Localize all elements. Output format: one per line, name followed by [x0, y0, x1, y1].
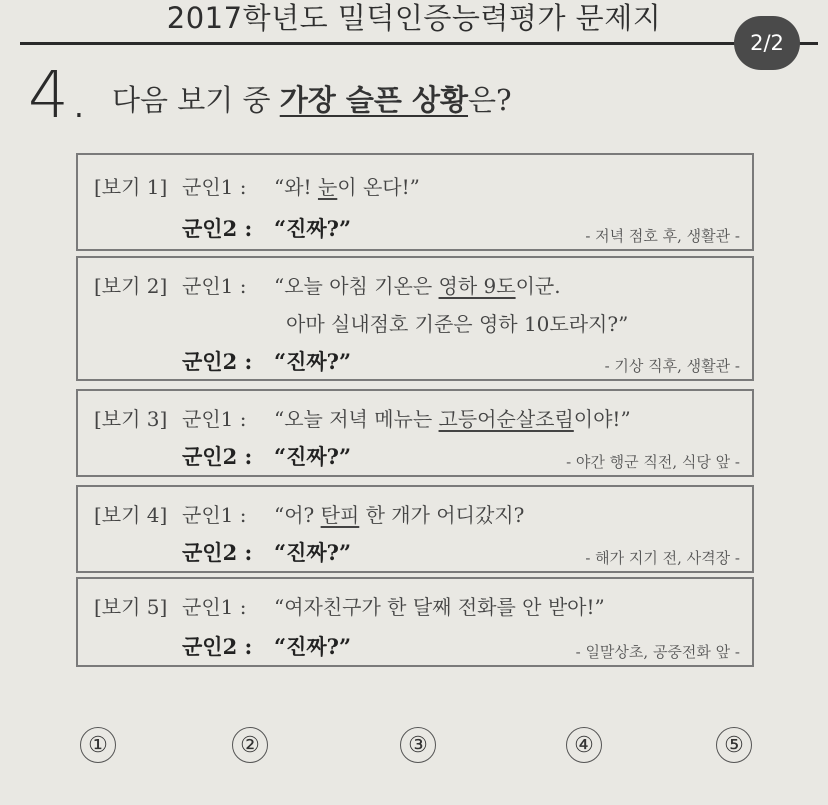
speaker-1-line-continued: 아마 실내점호 기준은 영하 10도라지?” [286, 312, 629, 336]
question-emphasis: 가장 슬픈 상황 [279, 83, 469, 117]
quote-underlined-text: 눈 [317, 175, 338, 199]
quote-text: 이군. [515, 274, 561, 298]
speaker-2: 군인2 : [182, 634, 253, 659]
situation-context: - 해가 지기 전, 사격장 - [585, 549, 740, 567]
page-indicator-badge: 2/2 [734, 16, 800, 70]
answer-choice-2[interactable]: ② [232, 727, 268, 763]
question-text [112, 78, 512, 119]
option-tag: [보기 1] [94, 175, 168, 199]
answer-choice-3[interactable]: ③ [400, 727, 436, 763]
quote-text: “오늘 아침 기온은 [274, 274, 439, 298]
speaker-1: 군인1 : [182, 503, 247, 527]
header-divider [20, 42, 818, 45]
quote-text: “오늘 저녁 메뉴는 [274, 407, 439, 431]
quote-text: 이야!” [573, 407, 631, 431]
question-prefix: 다음 보기 중 [112, 83, 280, 117]
option-box-5 [76, 577, 754, 667]
option-box-4 [76, 485, 754, 573]
speaker-1-line [274, 403, 631, 432]
speaker-1-line: “여자친구가 한 달째 전화를 안 받아!” [274, 595, 605, 619]
speaker-1: 군인1 : [182, 175, 247, 199]
answer-choice-1[interactable]: ① [80, 727, 116, 763]
speaker-1-line [274, 499, 524, 528]
speaker-1: 군인1 : [182, 274, 247, 298]
speaker-2-reply: “진짜?” [274, 349, 352, 374]
quote-underlined-text: 탄피 [320, 503, 360, 527]
speaker-2: 군인2 : [182, 444, 253, 469]
speaker-2: 군인2 : [182, 216, 253, 241]
speaker-2-reply: “진짜?” [274, 634, 352, 659]
answer-choice-5[interactable]: ⑤ [716, 727, 752, 763]
speaker-1: 군인1 : [182, 595, 247, 619]
question-suffix: 은? [468, 83, 512, 117]
quote-underlined-text: 고등어순살조림 [438, 407, 574, 431]
exam-title: 2017학년도 밀덕인증능력평가 문제지 [166, 1, 662, 35]
option-tag: [보기 4] [94, 503, 168, 527]
speaker-2-reply: “진짜?” [274, 216, 352, 241]
speaker-2-reply: “진짜?” [274, 444, 352, 469]
quote-text: 이 온다!” [337, 175, 420, 199]
quote-text: “어? [274, 503, 321, 527]
situation-context: - 기상 직후, 생활관 - [604, 357, 740, 375]
situation-context: - 야간 행군 직전, 식당 앞 - [566, 453, 740, 471]
option-box-3 [76, 389, 754, 477]
speaker-1: 군인1 : [182, 407, 247, 431]
quote-text: “와! [274, 175, 318, 199]
speaker-1-line [274, 270, 561, 299]
situation-context: - 일말상초, 공중전화 앞 - [575, 643, 740, 661]
option-box-2 [76, 256, 754, 381]
question-number: 4. [28, 59, 90, 133]
speaker-2: 군인2 : [182, 540, 253, 565]
option-tag: [보기 5] [94, 595, 168, 619]
option-box-1 [76, 153, 754, 251]
quote-text: 한 개가 어디갔지? [359, 503, 525, 527]
speaker-2-reply: “진짜?” [274, 540, 352, 565]
option-tag: [보기 3] [94, 407, 168, 431]
speaker-1-line [274, 171, 420, 200]
speaker-2: 군인2 : [182, 349, 253, 374]
situation-context: - 저녁 점호 후, 생활관 - [585, 227, 740, 245]
answer-choice-4[interactable]: ④ [566, 727, 602, 763]
option-tag: [보기 2] [94, 274, 168, 298]
quote-underlined-text: 영하 9도 [438, 274, 516, 298]
